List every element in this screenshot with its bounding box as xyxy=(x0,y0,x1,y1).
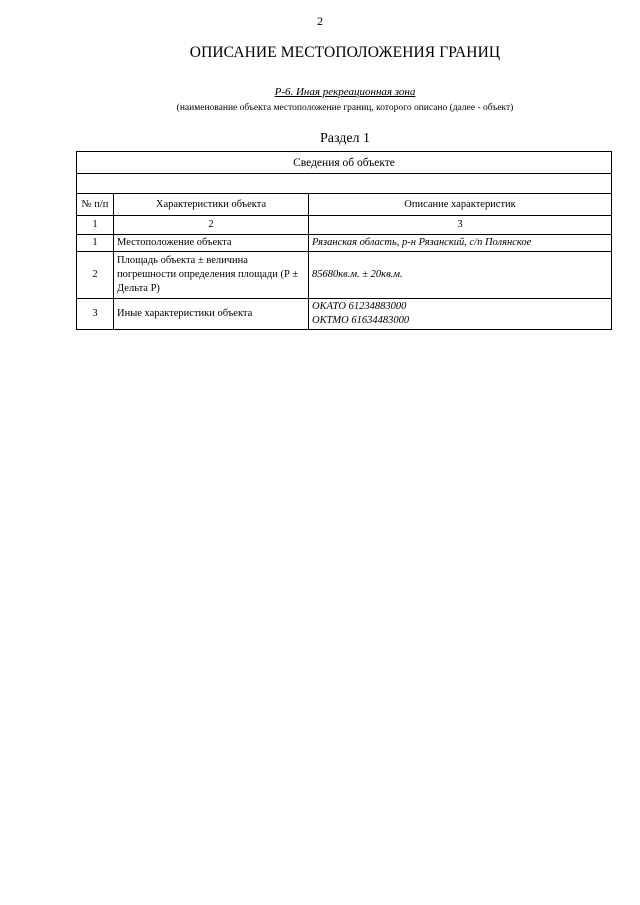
row-3-num: 3 xyxy=(77,299,114,330)
table-caption-row xyxy=(77,152,612,174)
table-empty-cell xyxy=(77,174,612,194)
table-header-row xyxy=(77,194,612,216)
row-2-characteristic: Площадь объекта ± величина погрешности определения площади (Р ± Дельта Р) xyxy=(114,252,309,299)
table-row xyxy=(77,299,612,330)
header-num: № п/п xyxy=(77,194,114,216)
numbering-3: 3 xyxy=(309,216,612,235)
row-1-num: 1 xyxy=(77,235,114,252)
oktmo-code: ОКТМО 61634483000 xyxy=(312,315,410,326)
object-caption: (наименование объекта местоположение границ, которого описано (далее - объект) xyxy=(176,103,514,113)
okato-code: ОКАТО 61234883000 xyxy=(312,301,407,312)
table-row xyxy=(77,235,612,252)
page-number: 2 xyxy=(317,14,323,28)
object-name xyxy=(0,86,640,98)
row-1-characteristic: Местоположение объекта xyxy=(114,235,309,252)
section-title: Раздел 1 xyxy=(319,131,371,146)
document-title: ОПИСАНИЕ МЕСТОПОЛОЖЕНИЯ ГРАНИЦ xyxy=(189,44,501,61)
table-empty-row xyxy=(77,174,612,194)
numbering-1: 1 xyxy=(77,216,114,235)
row-3-description xyxy=(309,299,612,330)
table-caption: Сведения об объекте xyxy=(77,152,612,174)
header-characteristic: Характеристики объекта xyxy=(114,194,309,216)
row-2-num: 2 xyxy=(77,252,114,299)
row-3-characteristic: Иные характеристики объекта xyxy=(114,299,309,330)
row-2-description: 85680кв.м. ± 20кв.м. xyxy=(309,252,612,299)
object-name-text: Р-6. Иная рекреационная зона xyxy=(274,86,416,98)
table-row xyxy=(77,252,612,299)
row-1-description: Рязанская область, р-н Рязанский, с/п Полянское xyxy=(309,235,612,252)
header-description: Описание характеристик xyxy=(309,194,612,216)
table-numbering-row xyxy=(77,216,612,235)
numbering-2: 2 xyxy=(114,216,309,235)
object-info-table xyxy=(76,151,612,330)
